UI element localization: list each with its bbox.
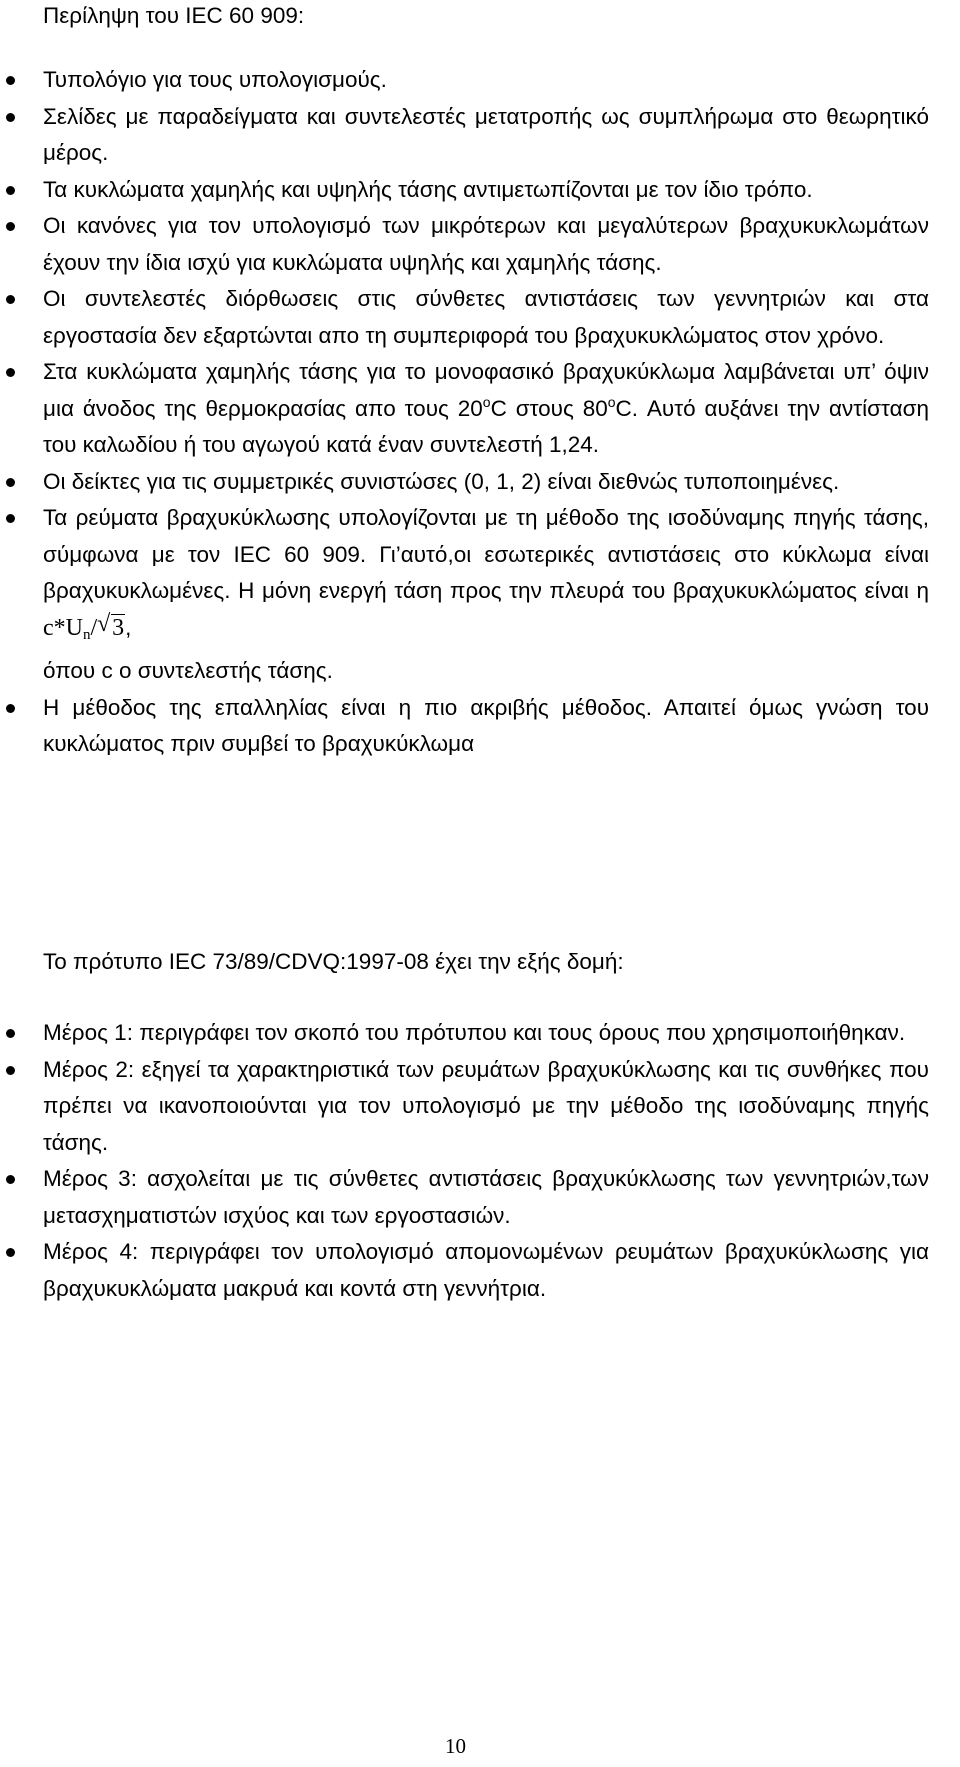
degree-superscript: ο bbox=[482, 393, 491, 410]
bullet-icon bbox=[6, 222, 15, 231]
bullet-icon bbox=[6, 76, 15, 85]
bullet-icon bbox=[6, 186, 15, 195]
list-item bbox=[0, 1015, 929, 1052]
list-item bbox=[0, 464, 929, 501]
list-item-text: Μέρος 1: περιγράφει τον σκοπό του πρότυπου και τους όρους που χρησιμοποιήθηκαν. bbox=[43, 1020, 906, 1045]
bullet-icon bbox=[6, 1248, 15, 1257]
list-item bbox=[0, 208, 929, 281]
list-item-temperature bbox=[0, 354, 929, 464]
bullet-icon bbox=[6, 1029, 15, 1038]
formula-cu: c*U bbox=[43, 614, 83, 641]
list-item-text: Σελίδες με παραδείγματα και συντελεστές μετατροπής ως συμπλήρωμα στο θεωρητικό μέρος. bbox=[43, 103, 929, 165]
list-item-text: Οι δείκτες για τις συμμετρικές συνιστώσες (0, 1, 2) είναι διεθνώς τυποποιημένες. bbox=[43, 468, 840, 494]
list-item bbox=[0, 281, 929, 354]
list-item-text: Η μέθοδος της επαλληλίας είναι η πιο ακριβής μέθοδος. Απαιτεί όμως γνώση του κυκλώματος πριν συμβεί το βραχυκύκλωμα bbox=[43, 694, 929, 756]
list-item bbox=[0, 99, 929, 172]
list-item-text: Οι κανόνες για τον υπολογισμό των μικρότερων και μεγαλύτερων βραχυκυκλωμάτων έχουν την ίδια ισχύ για κυκλώματα υψηλής και χαμηλής τάσης. bbox=[43, 213, 929, 275]
list-item bbox=[0, 690, 929, 763]
structure-list bbox=[0, 1015, 960, 1307]
summary-heading: Περίληψη του IEC 60 909: bbox=[43, 3, 305, 28]
bullet-icon bbox=[6, 1066, 15, 1075]
sqrt-sign-icon: √ bbox=[97, 610, 111, 637]
bullet-icon bbox=[6, 113, 15, 122]
formula-slash: / bbox=[90, 614, 98, 641]
list-item-currents bbox=[0, 500, 929, 690]
voltage-formula bbox=[43, 610, 125, 643]
list-item bbox=[0, 1234, 929, 1307]
sqrt-radicand: 3 bbox=[112, 614, 125, 641]
list-item bbox=[0, 172, 929, 209]
bullet-icon bbox=[6, 704, 15, 713]
sqrt-symbol bbox=[97, 610, 125, 647]
bullet-icon bbox=[6, 478, 15, 487]
temperature-text-3: C. Αυτό αυξάνει την αντίσταση του καλωδίου ή του αγωγού κατά έναν συντελεστή 1,24. bbox=[43, 395, 929, 457]
list-item-text: Μέρος 3: ασχολείται με τις σύνθετες αντιστάσεις βραχυκύκλωσης των γεννητριών,των μετασχηματιστών ισχύος και των εργοστασιών. bbox=[43, 1166, 929, 1228]
summary-list bbox=[0, 62, 960, 763]
page-number: 10 bbox=[445, 1734, 466, 1758]
degree-superscript: ο bbox=[607, 393, 616, 410]
bullet-icon bbox=[6, 295, 15, 304]
list-item-text: Μέρος 2: εξηγεί τα χαρακτηριστικά των ρευμάτων βραχυκύκλωσης και τις συνθήκες που πρέπει να ικανοποιούνται για τον υπολογισμό με την μέθοδο της ισοδύναμης πηγής τάσης. bbox=[43, 1056, 929, 1155]
formula-comma: , bbox=[125, 614, 132, 640]
list-item-text: Τυπολόγιο για τους υπολογισμούς. bbox=[43, 67, 387, 92]
bullet-icon bbox=[6, 368, 15, 377]
temperature-text-1: Στα κυκλώματα χαμηλής τάσης για το μονοφασικό βραχυκύκλωμα λαμβάνεται υπ’ όψιν μια άνοδος της θερμοκρασίας απο τους 20 bbox=[43, 359, 929, 421]
currents-text: Τα ρεύματα βραχυκύκλωσης υπολογίζονται με τη μέθοδο της ισοδύναμης πηγής τάσης, σύμφωνα με τον IEC 60 909. Γι’αυτό,οι εσωτερικές αντιστάσεις στο κύκλωμα είναι βραχυκυκλωμένες. Η μόνη ενεργή τάση προς την πλευρά του βραχυκυκλώματος είναι η bbox=[43, 505, 929, 603]
bullet-icon bbox=[6, 1175, 15, 1184]
list-item-text: Οι συντελεστές διόρθωσεις στις σύνθετες αντιστάσεις των γεννητριών και στα εργοστασία δεν εξαρτώνται απο τη συμπεριφορά του βραχυκυκλώματος στον χρόνο. bbox=[43, 286, 929, 348]
currents-text-end: όπου c ο συντελεστής τάσης. bbox=[43, 658, 333, 683]
bullet-icon bbox=[6, 514, 15, 523]
list-item-text: Τα κυκλώματα χαμηλής και υψηλής τάσης αντιμετωπίζονται με τον ίδιο τρόπο. bbox=[43, 176, 813, 202]
list-item bbox=[0, 1052, 929, 1162]
temperature-text-2: C στους 80 bbox=[490, 395, 608, 421]
list-item bbox=[0, 1161, 929, 1234]
formula-subscript: n bbox=[82, 626, 91, 643]
list-item-text: Μέρος 4: περιγράφει τον υπολογισμό απομονωμένων ρευμάτων βραχυκύκλωσης για βραχυκυκλώματα μακρυά και κοντά στη γεννήτρια. bbox=[43, 1239, 929, 1301]
structure-heading: Το πρότυπο IEC 73/89/CDVQ:1997-08 έχει την εξής δομή: bbox=[43, 949, 624, 974]
list-item bbox=[0, 62, 929, 99]
